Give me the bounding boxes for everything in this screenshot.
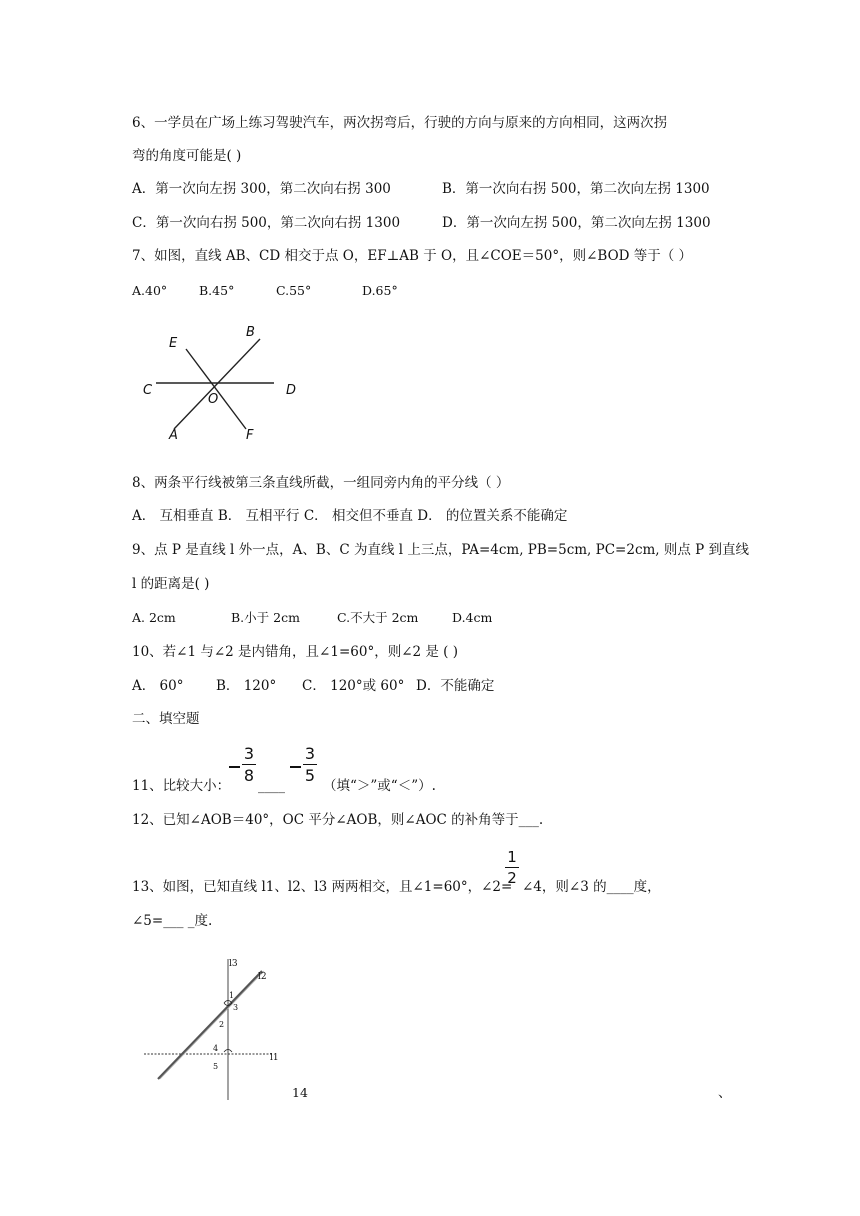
line-l2 (158, 971, 262, 1079)
q14-mark: 、 (718, 1085, 732, 1101)
q13-figure (140, 955, 290, 1105)
q9-option-b: B.小于 2cm (231, 610, 300, 625)
q6-option-d: D．第一次向左拐 500，第二次向左拐 1300 (442, 215, 711, 231)
q13-frac-den: 2 (507, 869, 517, 887)
q11-frac2-num: 3 (304, 744, 316, 763)
angle-1: 1 (229, 991, 235, 1000)
angle-3: 3 (233, 1003, 239, 1012)
q11-prefix: 11、比较大小： (132, 778, 231, 794)
q10-option-d: D．不能确定 (416, 678, 495, 694)
q7-option-d: D.65° (362, 283, 398, 298)
q7-option-c: C.55° (276, 283, 312, 298)
q11-fraction-2 (303, 744, 317, 785)
q10-option-c: C． 120°或 60° (302, 678, 405, 694)
q9-option-d: D.4cm (452, 610, 493, 625)
q7-option-b: B.45° (199, 283, 235, 298)
q11-minus-2 (290, 766, 301, 768)
q10-option-a: A． 60° (132, 678, 184, 694)
q14-label: 14 (292, 1085, 308, 1100)
q11-frac1-num: 3 (243, 744, 255, 763)
q13-frac-num: 1 (507, 848, 517, 866)
q7-option-a: A.40° (132, 283, 168, 298)
q7-figure (130, 325, 330, 445)
q11-frac1-den: 8 (243, 766, 255, 785)
label-c: C (143, 383, 153, 398)
line-ab (174, 339, 260, 429)
q11-frac2-den: 5 (304, 766, 316, 785)
label-b: B (246, 325, 255, 340)
q9-stem-line1: 9、点 P 是直线 l 外一点，A、B、C 为直线 l 上三点，PA=4cm, PB=5cm, PC=2cm, 则点 P 到直线 (132, 542, 750, 558)
q11-fraction-1 (242, 744, 256, 785)
q13-fraction (505, 848, 519, 887)
section-title: 二、填空题 (132, 711, 200, 727)
q6-stem-line1: 6、一学员在广场上练习驾驶汽车，两次拐弯后，行驶的方向与原来的方向相同，这两次拐 (132, 115, 668, 131)
q7-stem: 7、如图，直线 AB、CD 相交于点 O，EF⊥AB 于 O，且∠COE＝50°，则∠BOD 等于（ ） (132, 248, 693, 264)
label-l2: l2 (258, 972, 267, 982)
q9-stem-line2: l 的距离是( ) (132, 576, 210, 592)
q9-option-c: C.不大于 2cm (337, 610, 419, 625)
line-ef (186, 349, 246, 429)
q6-option-c: C．第一次向右拐 500，第二次向右拐 1300 (132, 215, 401, 231)
q6-option-a: A．第一次向左拐 300，第二次向右拐 300 (132, 181, 391, 197)
label-f: F (246, 428, 254, 443)
q6-option-b: B．第一次向右拐 500，第二次向左拐 1300 (442, 181, 710, 197)
q11-minus-1 (229, 766, 240, 768)
q10-stem: 10、若∠1 与∠2 是内错角，且∠1=60°，则∠2 是 ( ) (132, 644, 459, 660)
label-l3: l3 (229, 959, 238, 969)
q11-blank: ____ (258, 778, 285, 794)
q10-option-b: B． 120° (216, 678, 277, 694)
q13-stem-a: 13、如图，已知直线 l1、l2、l3 两两相交，且∠1=60°，∠2= (132, 879, 513, 895)
label-l1: l1 (270, 1053, 279, 1063)
label-a: A (169, 428, 178, 443)
label-e: E (169, 336, 178, 351)
q12-stem: 12、已知∠AOB＝40°，OC 平分∠AOB，则∠AOC 的补角等于___. (132, 812, 544, 828)
q13-line2: ∠5=___ _度. (132, 913, 213, 929)
angle-4: 4 (213, 1044, 219, 1053)
q8-stem: 8、两条平行线被第三条直线所截，一组同旁内角的平分线（ ） (132, 475, 510, 491)
angle-5: 5 (213, 1062, 219, 1071)
q11-suffix: （填“＞”或“＜”）. (323, 778, 436, 794)
q9-option-a: A. 2cm (132, 610, 176, 625)
label-d: D (286, 383, 297, 398)
angle-2: 2 (219, 1020, 225, 1029)
q13-stem-b: ∠4，则∠3 的____度， (522, 879, 661, 895)
label-o: O (208, 392, 219, 407)
q8-options: A． 互相垂直 B． 互相平行 C． 相交但不垂直 D． 的位置关系不能确定 (132, 508, 568, 524)
q6-stem-line2: 弯的角度可能是( ) (132, 148, 242, 164)
